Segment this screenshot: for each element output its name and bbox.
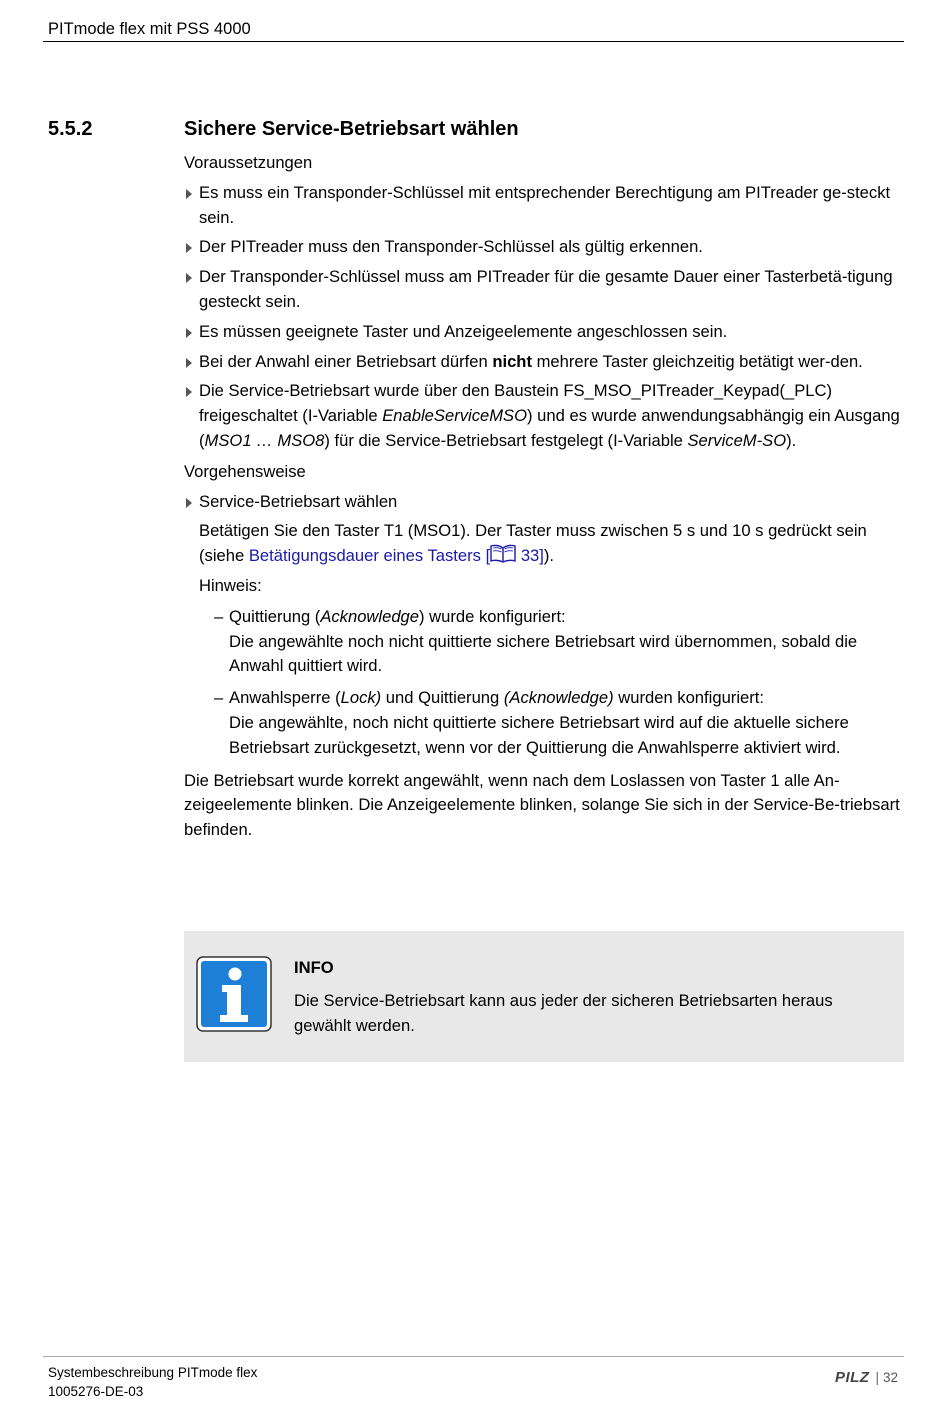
list-item: Der PITreader muss den Transponder-Schlüssel als gültig erkennen.	[184, 235, 904, 260]
header-rule	[43, 41, 904, 42]
bullet-triangle-icon	[186, 498, 192, 508]
prerequisites-list	[184, 181, 904, 454]
page-separator: |	[875, 1370, 879, 1385]
procedure-description: Betätigen Sie den Taster T1 (MSO1). Der Taster muss zwischen 5 s und 10 s gedrückt sein (siehe Betätigungsdauer eines Tasters [ 33]).	[199, 521, 867, 566]
pilz-logo: PILZ	[834, 1369, 870, 1386]
procedure-label: Vorgehensweise	[184, 461, 306, 481]
section-title: Sichere Service-Betriebsart wählen	[184, 118, 519, 140]
section-number: 5.5.2	[48, 118, 93, 140]
content-body	[184, 151, 904, 843]
info-icon	[196, 956, 272, 1032]
info-box	[184, 931, 904, 1062]
closing-paragraph: Die Betriebsart wurde korrekt angewählt, wenn nach dem Loslassen von Taster 1 alle An-zeigeelemente blinken. Die Anzeigeelemente blinken, solange Sie sich in der Service-Be-triebsart befinden.	[184, 770, 900, 840]
bullet-triangle-icon	[186, 243, 192, 253]
prerequisites-label: Voraussetzungen	[184, 153, 313, 172]
info-text: Die Service-Betriebsart kann aus jeder der sicheren Betriebsarten heraus gewählt werden.	[294, 991, 833, 1035]
page-header-title: PITmode flex mit PSS 4000	[48, 20, 251, 38]
page-number: 32	[882, 1370, 898, 1385]
dash-bullet: –	[214, 606, 224, 626]
procedure-step: Service-Betriebsart wählen	[184, 490, 904, 515]
bullet-triangle-icon	[186, 358, 192, 368]
dash-bullet: –	[214, 688, 224, 708]
bullet-triangle-icon	[186, 387, 192, 397]
list-item: Bei der Anwahl einer Betriebsart dürfen nicht mehrere Taster gleichzeitig betätigt wer-den.	[184, 350, 904, 375]
info-title: INFO	[294, 958, 334, 977]
cross-reference-link[interactable]: Betätigungsdauer eines Tasters [ 33]	[248, 546, 544, 566]
list-item: Es muss ein Transponder-Schlüssel mit entsprechender Berechtigung am PITreader ge-steckt sein.	[184, 181, 904, 231]
note-list	[214, 605, 904, 761]
list-item: Der Transponder-Schlüssel muss am PITreader für die gesamte Dauer einer Tasterbetä-tigung gesteckt sein.	[184, 265, 904, 315]
note-item: – Quittierung (Acknowledge) wurde konfiguriert: Die angewählte noch nicht quittierte sichere Betriebsart wird übernommen, sobald die Anwahl quittiert wird.	[214, 606, 858, 676]
bullet-triangle-icon	[186, 273, 192, 283]
bullet-triangle-icon	[186, 189, 192, 199]
footer-rule	[43, 1356, 904, 1357]
bullet-triangle-icon	[186, 328, 192, 338]
note-label: Hinweis:	[199, 575, 262, 595]
footer-doc-title: Systembeschreibung PITmode flex	[48, 1365, 258, 1380]
footer-doc-number: 1005276-DE-03	[48, 1384, 144, 1399]
note-item: – Anwahlsperre (Lock) und Quittierung (Acknowledge) wurden konfiguriert: Die angewählte, noch nicht quittierte sichere Betriebsart wird auf die aktuelle sichere Betriebsart zurückgesetzt, wenn vor der Quittierung die Anwahlsperre aktiviert wird.	[214, 688, 849, 757]
list-item: Die Service-Betriebsart wurde über den Baustein FS_MSO_PITreader_Keypad(_PLC) freigeschaltet (I-Variable EnableServiceMSO) und es wurde anwendungsabhängig ein Ausgang (MSO1 … MSO8) für die Service-Betriebsart festgelegt (I-Variable ServiceM-SO).	[184, 379, 904, 453]
footer-page-info	[835, 1369, 898, 1386]
book-icon	[490, 544, 516, 563]
procedure-list	[184, 490, 904, 515]
footer-doc-info	[48, 1363, 257, 1401]
list-item: Es müssen geeignete Taster und Anzeigeelemente angeschlossen sein.	[184, 320, 904, 345]
